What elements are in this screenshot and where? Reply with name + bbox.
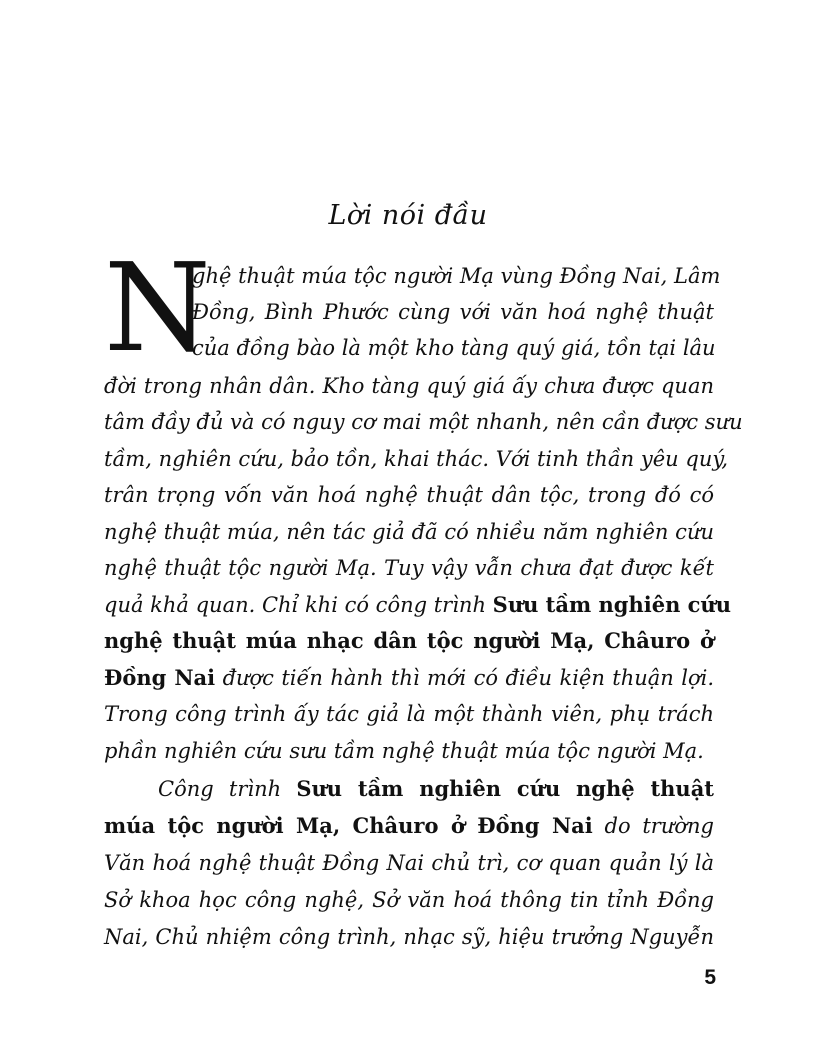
text-span: do trường <box>592 814 714 838</box>
text-line <box>192 330 714 366</box>
text-span: phần nghiên cứu sưu tầm nghệ thuật múa tộc người Mạ. <box>104 739 704 763</box>
text-line <box>104 733 714 769</box>
text-span: nghệ thuật múa, nên tác giả đã có nhiều năm nghiên cứu <box>104 520 714 544</box>
text-span: Đồng, Bình Phước cùng với văn hoá nghệ thuật <box>192 300 714 324</box>
text-line <box>192 294 714 330</box>
text-line <box>104 882 714 918</box>
text-line <box>104 404 743 440</box>
text-span: Sở khoa học công nghệ, Sở văn hoá thông tin tỉnh Đồng <box>104 888 714 912</box>
bold-text-span: nghệ thuật múa nhạc dân tộc người Mạ, Châuro ở <box>104 628 714 653</box>
text-line <box>104 368 714 404</box>
text-line <box>104 771 714 807</box>
bold-text-span: Sưu tầm nghiên cứu nghệ thuật <box>296 776 714 801</box>
text-span: Văn hoá nghệ thuật Đồng Nai chủ trì, cơ quan quản lý là <box>104 851 714 875</box>
text-span: quả khả quan. Chỉ khi có công trình <box>104 593 493 617</box>
text-line <box>104 919 714 955</box>
text-span: được tiến hành thì mới có điều kiện thuận lợi. <box>215 666 715 690</box>
text-span: tâm đầy đủ và có nguy cơ mai một nhanh, nên cần được sưu <box>104 410 743 434</box>
text-line <box>104 514 714 550</box>
text-line <box>104 477 714 513</box>
text-span: đời trong nhân dân. Kho tàng quý giá ấy chưa được quan <box>104 374 714 398</box>
text-span: nghệ thuật tộc người Mạ. Tuy vậy vẫn chưa đạt được kết <box>104 556 714 580</box>
bold-text-span: múa tộc người Mạ, Châuro ở Đồng Nai <box>104 813 593 838</box>
text-line <box>104 808 714 844</box>
text-span: Trong công trình ấy tác giả là một thành viên, phụ trách <box>104 702 714 726</box>
text-line <box>104 441 729 477</box>
text-line <box>192 258 721 294</box>
bold-text-span: Sưu tầm nghiên cứu <box>492 592 731 617</box>
text-line <box>104 550 714 586</box>
page-title: Lời nói đầu <box>328 200 488 231</box>
text-span: ghệ thuật múa tộc người Mạ vùng Đồng Nai, Lâm <box>192 264 721 288</box>
text-span: Công trình <box>158 777 297 801</box>
text-span: tầm, nghiên cứu, bảo tồn, khai thác. Với tinh thần yêu quý, <box>104 447 729 471</box>
text-span: trân trọng vốn văn hoá nghệ thuật dân tộc, trong đó có <box>104 483 714 507</box>
text-line <box>104 845 714 881</box>
text-line <box>104 660 714 696</box>
text-line <box>104 587 731 623</box>
bold-text-span: Đồng Nai <box>104 665 216 690</box>
text-line <box>104 623 714 659</box>
text-span: của đồng bào là một kho tàng quý giá, tồn tại lâu <box>192 336 716 360</box>
page-number: 5 <box>704 966 716 989</box>
drop-cap: N <box>104 237 211 379</box>
text-span: Nai, Chủ nhiệm công trình, nhạc sỹ, hiệu trưởng Nguyễn <box>104 925 714 949</box>
text-line <box>104 696 714 732</box>
